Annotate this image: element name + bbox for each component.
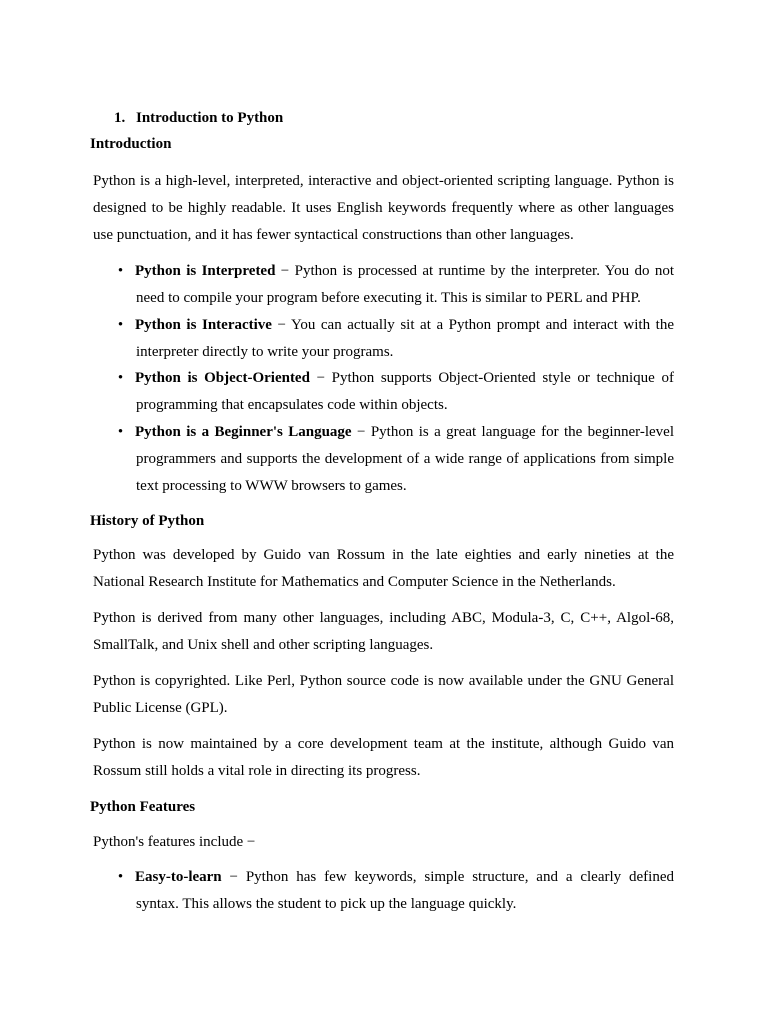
list-item (117, 365, 674, 419)
list-item-text: − Python is a great language for the beginner-level programmers and supports the development of a wide range of applications from simple text processing to WWW browsers to games. (136, 424, 674, 494)
list-item-term: Easy-to-learn (135, 869, 222, 885)
introduction-heading: Introduction (90, 136, 172, 152)
history-paragraph: Python is copyrighted. Like Perl, Python source code is now available under the GNU General Public License (GPL). (93, 673, 674, 716)
introduction-paragraph: Python is a high-level, interpreted, interactive and object-oriented scripting language. Python is designed to be highly readable. It uses English keywords frequently where as other languages use punctuation, and it has fewer syntactical constructions than other languages. (93, 173, 674, 243)
features-intro: Python's features include − (93, 834, 256, 850)
history-paragraph: Python is now maintained by a core development team at the institute, although Guido van Rossum still holds a vital role in directing its progress. (93, 736, 674, 779)
bullet-icon: • (117, 424, 124, 440)
list-item (117, 258, 674, 312)
section-number: 1. (114, 110, 126, 126)
section-title: Introduction to Python (136, 110, 284, 126)
list-item (117, 312, 674, 366)
history-paragraph: Python is derived from many other languages, including ABC, Modula-3, C, C++, Algol-68, SmallTalk, and Unix shell and other scripting languages. (93, 610, 674, 653)
bullet-icon: • (117, 317, 124, 333)
list-item-text: − Python has few keywords, simple structure, and a clearly defined syntax. This allows the student to pick up the language quickly. (136, 869, 674, 912)
list-item (117, 864, 674, 918)
list-item-term: Python is a Beginner's Language (135, 424, 352, 440)
list-item (117, 419, 674, 500)
bullet-icon: • (117, 869, 124, 885)
list-item-text: − Python supports Object-Oriented style or technique of programming that encapsulates code within objects. (136, 370, 674, 413)
list-item-term: Python is Interpreted (135, 263, 276, 279)
list-item-term: Python is Object-Oriented (135, 370, 310, 386)
bullet-icon: • (117, 370, 124, 386)
list-item-text: − Python is processed at runtime by the interpreter. You do not need to compile your program before executing it. This is similar to PERL and PHP. (136, 263, 674, 306)
bullet-icon: • (117, 263, 124, 279)
list-item-term: Python is Interactive (135, 317, 272, 333)
list-item-text: − You can actually sit at a Python prompt and interact with the interpreter directly to write your programs. (136, 317, 674, 360)
features-heading: Python Features (90, 799, 196, 815)
history-heading: History of Python (90, 513, 205, 529)
history-paragraph: Python was developed by Guido van Rossum in the late eighties and early nineties at the National Research Institute for Mathematics and Computer Science in the Netherlands. (93, 547, 674, 590)
section-heading (114, 108, 283, 128)
